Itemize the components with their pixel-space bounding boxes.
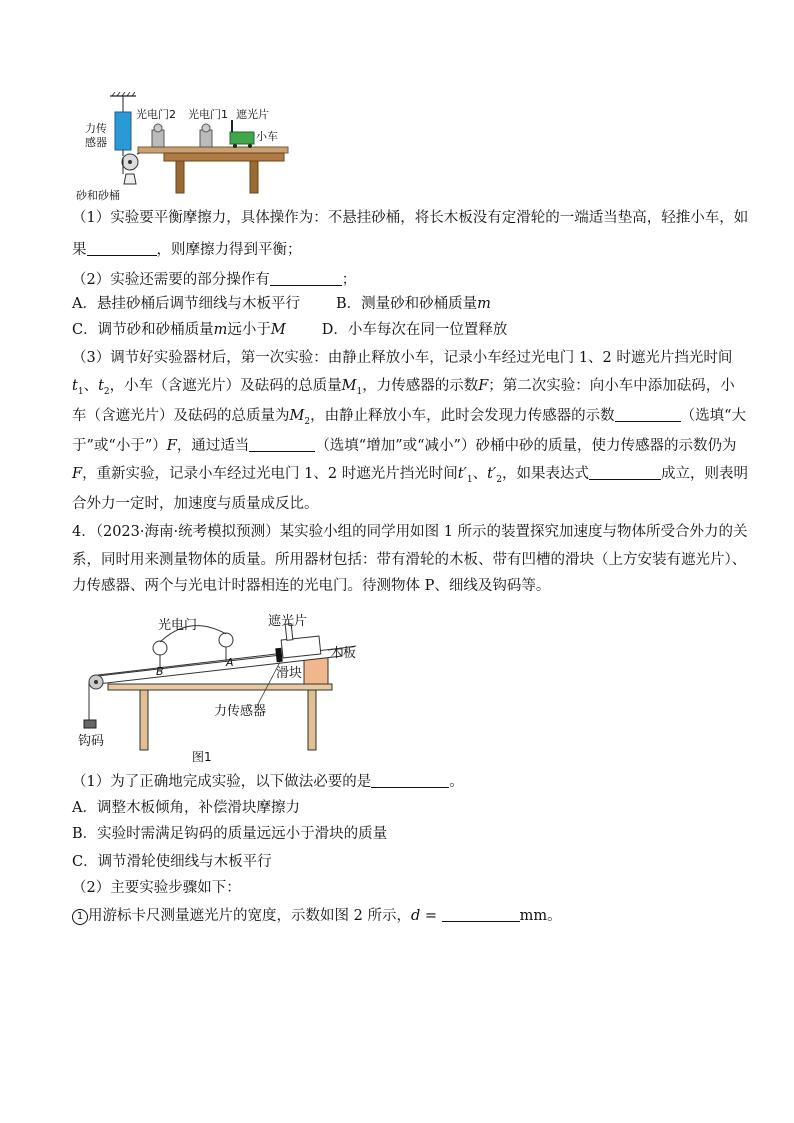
q3-line6: 合外力一定时，加速度与质量成反比。 [72, 496, 319, 512]
fig1-label-slider: 滑块 [276, 666, 303, 681]
fig1-label-b: B [156, 665, 164, 678]
q3-line4: 于”或“小于”）F，通过适当 （选填“增加”或“减小”）砂桶中砂的质量，使力传感器的示数仍为 [72, 438, 737, 454]
q1-line1: （1）实验要平衡摩擦力，具体操作为：不悬挂砂桶，将长木板没有定滑轮的一端适当垫高，轻推小车，如 [72, 210, 749, 226]
force-sensor-box [115, 112, 131, 150]
p4-line2: 系，同时用来测量物体的质量。所用器材包括：带有滑轮的木板、带有凹槽的滑块（上方安装有遮光片）、 [72, 552, 747, 568]
q3-line3: 车（含遮光片）及砝码的总质量为$M_2$，由静止释放小车，此时会发现力传感器的示数 （选填“大 [72, 408, 747, 427]
label-bucket: 砂和砂桶 [76, 189, 120, 202]
fig1-label-shade: 遮光片 [268, 614, 308, 629]
gate1 [200, 130, 212, 147]
fig1-label-a: A [226, 656, 234, 669]
cart [230, 132, 254, 144]
fig1-label-board: 木板 [330, 646, 357, 661]
fig1-label-gate: 光电门 [158, 618, 198, 633]
p4-q2-line: （2）主要实验步骤如下： [72, 880, 241, 896]
answer-blank[interactable] [270, 271, 342, 286]
q2-options-cd: C．调节砂和砂桶质量m远小于M D．小车每次在同一位置释放 [72, 322, 508, 338]
answer-blank[interactable] [249, 437, 315, 452]
fig1-label-weight: 钩码 [78, 734, 105, 749]
q2-line: （2）实验还需要的部分操作有 ； [72, 272, 357, 288]
q2-options-ab: A．悬挂砂桶后调节细线与木板平行 B．测量砂和砂桶质量m [72, 296, 491, 312]
label-sensor-1: 力传 [85, 122, 107, 135]
answer-blank[interactable] [589, 465, 661, 480]
p4-q1-line: （1）为了正确地完成实验，以下做法必要的是 。 [72, 774, 464, 790]
sand-bucket [124, 174, 136, 184]
figure1-incline-apparatus [80, 612, 370, 762]
q1-line2: 果 ，则摩擦力得到平衡； [72, 242, 302, 258]
fig1-label-sensor: 力传感器 [214, 704, 267, 719]
label-shade: 遮光片 [236, 108, 269, 121]
p4-option-a: A．调整木板倾角，补偿滑块摩擦力 [72, 800, 300, 816]
label-gate1: 光电门1 [188, 108, 228, 121]
p4-option-b: B．实验时需满足钩码的质量远远小于滑块的质量 [72, 826, 388, 842]
label-sensor-2: 感器 [85, 136, 107, 149]
hook-weight [84, 720, 96, 728]
fig1-caption: 图1 [192, 750, 212, 764]
gate2 [152, 130, 164, 147]
label-gate2: 光电门2 [136, 108, 176, 121]
answer-blank[interactable] [87, 241, 157, 256]
p4-option-c: C．调节滑轮使细线与木板平行 [72, 854, 272, 870]
q3-line5: F，重新实验，记录小车经过光电门 1、2 时遮光片挡光时间$t'_1$、$t'_2$，如果表达式 成立，则表明 [72, 466, 748, 485]
p4-line1: 4．（2023·海南·统考模拟预测）某实验小组的同学用如图 1 所示的装置探究加速度与物体所受合外力的关 [72, 524, 748, 540]
answer-blank[interactable] [615, 407, 681, 422]
p4-line3: 力传感器、两个与光电计时器相连的光电门。待测物体 P、细线及钩码等。 [72, 578, 551, 594]
label-cart: 小车 [256, 130, 278, 143]
q3-line1: （3）调节好实验器材后，第一次实验：由静止释放小车，记录小车经过光电门 1、2 时遮光片挡光时间 [72, 350, 733, 366]
q3-line2: $t_1$、$t_2$，小车（含遮光片）及砝码的总质量$M_1$，力传感器的示数F；第二次实验：向小车中添加砝码，小 [72, 378, 735, 397]
step1-line: 1 用游标卡尺测量遮光片的宽度，示数如图 2 所示，d = mm。 [72, 906, 562, 926]
answer-blank[interactable] [371, 773, 449, 788]
step-number-badge: 1 [72, 909, 88, 925]
answer-blank[interactable] [442, 907, 520, 922]
